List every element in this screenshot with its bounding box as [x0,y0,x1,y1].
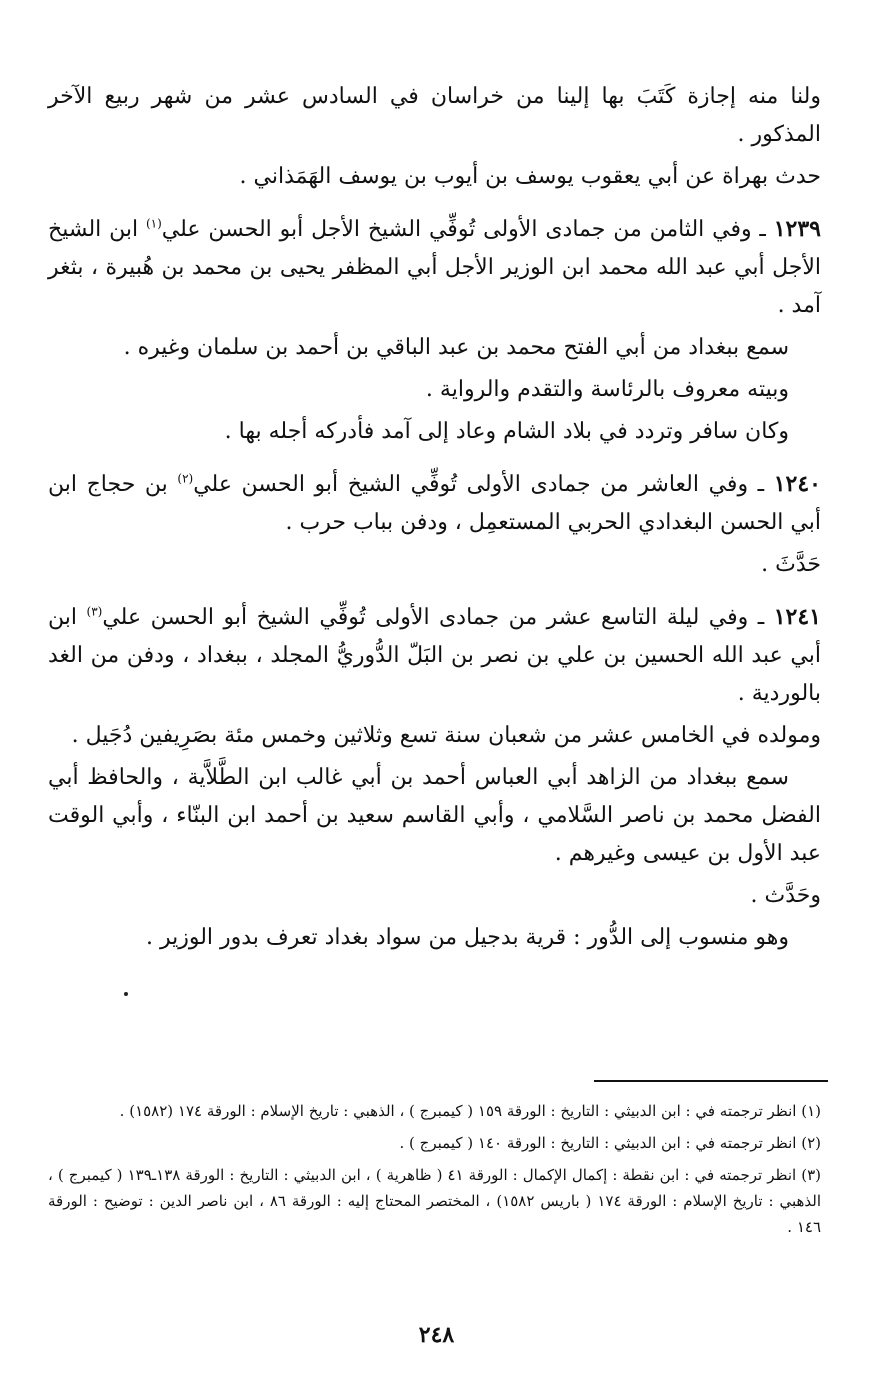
paragraph-hadath-herat: حدث بهراة عن أبي يعقوب يوسف بن أيوب بن يوسف الهَمَذاني . [239,164,821,189]
entry-number: ١٢٣٩ [773,216,821,242]
entry-text: ابن الشيخ الأجل أبي عبد الله محمد ابن الوزير الأجل أبي المظفر يحيى بن محمد بن هُبيرة ، بثغر آمد . [48,217,821,318]
footnote-marker: (٣) [86,604,103,619]
footnote-2: (٢) انظر ترجمته في : ابن الدبيثي : التاريخ : الورقة ١٤٠ ( كيمبرج ) . [399,1134,821,1152]
paragraph-bayt: وبيته معروف بالرئاسة والتقدم والرواية . [425,377,789,402]
entry-heading: ـ وفي الثامن من جمادى الأولى تُوفِّي الشيخ الأجل أبو الحسن علي [161,217,766,242]
entry-number: ١٢٤٠ [773,471,821,497]
entry-1240 [48,465,821,542]
paragraph-mawlid: ومولده في الخامس عشر من شعبان سنة تسع وثلاثين وخمس مئة بصَرِيفين دُجَيل . [71,723,821,748]
footnote-marker: (١) [145,216,162,231]
footnotes [48,1098,821,1246]
paragraph-sama-2: سمع ببغداد من الزاهد أبي العباس أحمد بن أبي غالب ابن الطَّلاَّية ، والحافظ أبي الفضل محمد بن ناصر السَّلامي ، وأبي القاسم سعيد بن أحمد ابن البنّاء ، وأبي الوقت عبد الأول بن عيسى وغيرهم . [48,765,821,866]
footnote-3: (٣) انظر ترجمته في : ابن نقطة : إكمال الإكمال : الورقة ٤١ ( ظاهرية ) ، ابن الدبيثي : التاريخ : الورقة ١٣٨ـ١٣٩ ( كيمبرج ) ، الذهبي : تاريخ الإسلام : الورقة ١٧٤ ( باريس ١٥٨٢) ، المختصر المحتاج إليه : الورقة ٨٦ ، ابن ناصر الدين : توضيح : الورقة ١٤٦ . [48,1166,822,1236]
main-text [48,78,821,971]
paragraph-safar: وكان سافر وتردد في بلاد الشام وعاد إلى آمد فأدركه أجله بها . [224,419,789,444]
entry-text: ابن أبي عبد الله الحسين بن علي بن نصر بن البَلّ الدُّوريُّ المجلد ، ببغداد ، ودفن من الغد بالوردية . [48,605,821,706]
entry-1239 [48,210,821,325]
entry-1241 [48,598,821,713]
page-number: ٢٤٨ [418,1322,455,1348]
entry-number: ١٢٤١ [773,604,821,630]
print-speck [124,992,128,996]
footnote-rule [594,1080,828,1082]
entry-text: بن حجاج ابن أبي الحسن البغدادي الحربي المستعمِل ، ودفن بباب حرب . [48,472,821,535]
entry-heading: ـ وفي ليلة التاسع عشر من جمادى الأولى تُوفِّي الشيخ أبو الحسن علي [102,605,765,630]
paragraph-sama-1: سمع ببغداد من أبي الفتح محمد بن عبد الباقي بن أحمد بن سلمان وغيره . [123,335,789,360]
entry-heading: ـ وفي العاشر من جمادى الأولى تُوفِّي الشيخ أبو الحسن علي [193,472,765,497]
paragraph-ijaza: ولنا منه إجازة كَتَبَ بها إلينا من خراسان في السادس عشر من شهر ربيع الآخر المذكور . [48,84,821,147]
paragraph-wahaddatha: وحَدَّث . [750,883,821,908]
footnote-1: (١) انظر ترجمته في : ابن الدبيثي : التاريخ : الورقة ١٥٩ ( كيمبرج ) ، الذهبي : تاريخ الإسلام : الورقة ١٧٤ (١٥٨٢) . [119,1102,821,1120]
paragraph-haddatha: حَدَّثَ . [761,552,821,577]
paragraph-mansub: وهو منسوب إلى الدُّور : قرية بدجيل من سواد بغداد تعرف بدور الوزير . [145,925,789,950]
footnote-marker: (٢) [177,471,194,486]
